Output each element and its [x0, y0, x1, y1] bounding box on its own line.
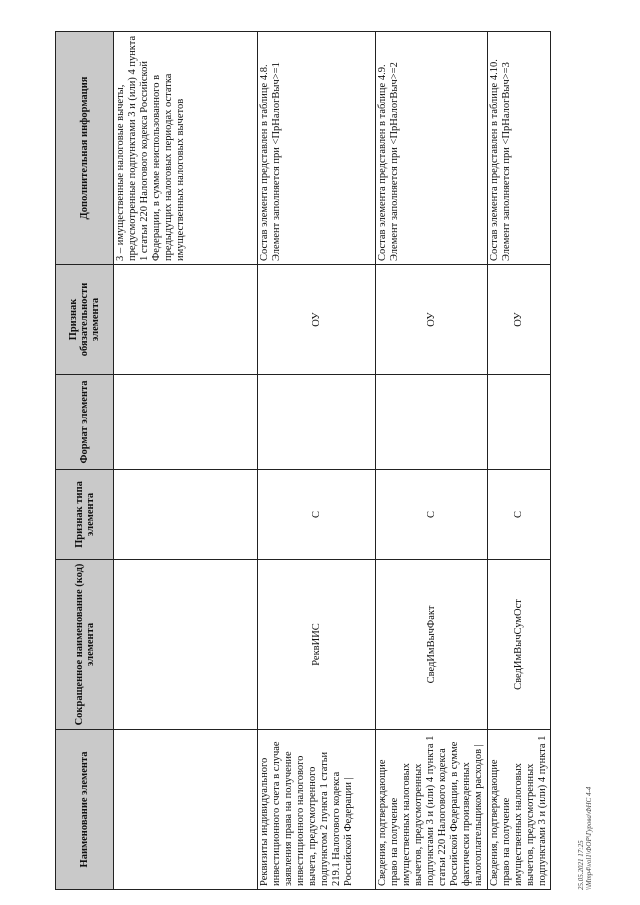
cell-required: ОУ — [376, 265, 488, 375]
cell-info: Состав элемента представлен в таблице 4.9. Элемент заполняется при <ПрНалогВыч>=2 — [376, 32, 488, 265]
cell-format — [376, 375, 488, 470]
cell-type: С — [376, 470, 488, 560]
cell-format — [114, 375, 258, 470]
cell-info: 3 – имущественные налоговые вычеты, предусмотренные подпунктами 3 и (или) 4 пункта 1 статьи 220 Налогового кодекса Российской Федерации, в сумме неиспользованного в предыдущих налоговых периодах остатка имущественных налоговых вычетов — [114, 32, 258, 265]
header-name: Наименование элемента — [56, 730, 114, 890]
elements-table — [55, 31, 551, 890]
file-footer — [577, 787, 593, 890]
footer-timestamp: 25.05.2021 17:25 — [577, 840, 585, 890]
header-format: Формат элемента — [56, 375, 114, 470]
cell-required — [114, 265, 258, 375]
cell-code: СведИмВычСумОст — [488, 560, 551, 730]
cell-code: РеквИИС — [258, 560, 376, 730]
table-row — [488, 32, 551, 890]
cell-format — [488, 375, 551, 470]
cell-name: Реквизиты индивидуального инвестиционного счета в случае заявления права на получение инвестиционного налогового вычета, предусмотренного подпунктом 2 пункта 1 статьи 219.1 Налогового кодекса Российской Федерации | — [258, 730, 376, 890]
footer-path: \\Mmp4\vol1\ФОР\Гурова\ФНС 4-4 — [585, 786, 593, 890]
table-row — [114, 32, 258, 890]
cell-name: Сведения, подтверждающие право на получение имущественных налоговых вычетов, предусмотренных подпунктами 3 и (или) 4 пункта 1 — [488, 730, 551, 890]
cell-type — [114, 470, 258, 560]
cell-code — [114, 560, 258, 730]
cell-info: Состав элемента представлен в таблице 4.10. Элемент заполняется при <ПрНалогВыч>=3 — [488, 32, 551, 265]
header-info: Дополнительная информация — [56, 32, 114, 265]
cell-type: С — [258, 470, 376, 560]
cell-type: С — [488, 470, 551, 560]
cell-required: ОУ — [488, 265, 551, 375]
cell-name: Сведения, подтверждающие право на получение имущественных налоговых вычетов, предусмотренных подпунктами 3 и (или) 4 пункта 1 статьи 220 Налогового кодекса Российской Федерации, в сумме фактически произведенных налогоплательщиком расходов | — [376, 730, 488, 890]
header-code: Сокращенное наименование (код) элемента — [56, 560, 114, 730]
table-row — [376, 32, 488, 890]
cell-required: ОУ — [258, 265, 376, 375]
cell-code: СведИмВычФакт — [376, 560, 488, 730]
table-row — [258, 32, 376, 890]
cell-format — [258, 375, 376, 470]
cell-info: Состав элемента представлен в таблице 4.8. Элемент заполняется при <ПрНалогВыч>=1 — [258, 32, 376, 265]
table-header-row — [56, 32, 114, 890]
cell-name — [114, 730, 258, 890]
rotated-table-container — [55, 32, 548, 890]
header-type: Признак типа элемента — [56, 470, 114, 560]
header-required: Признак обязательности элемента — [56, 265, 114, 375]
